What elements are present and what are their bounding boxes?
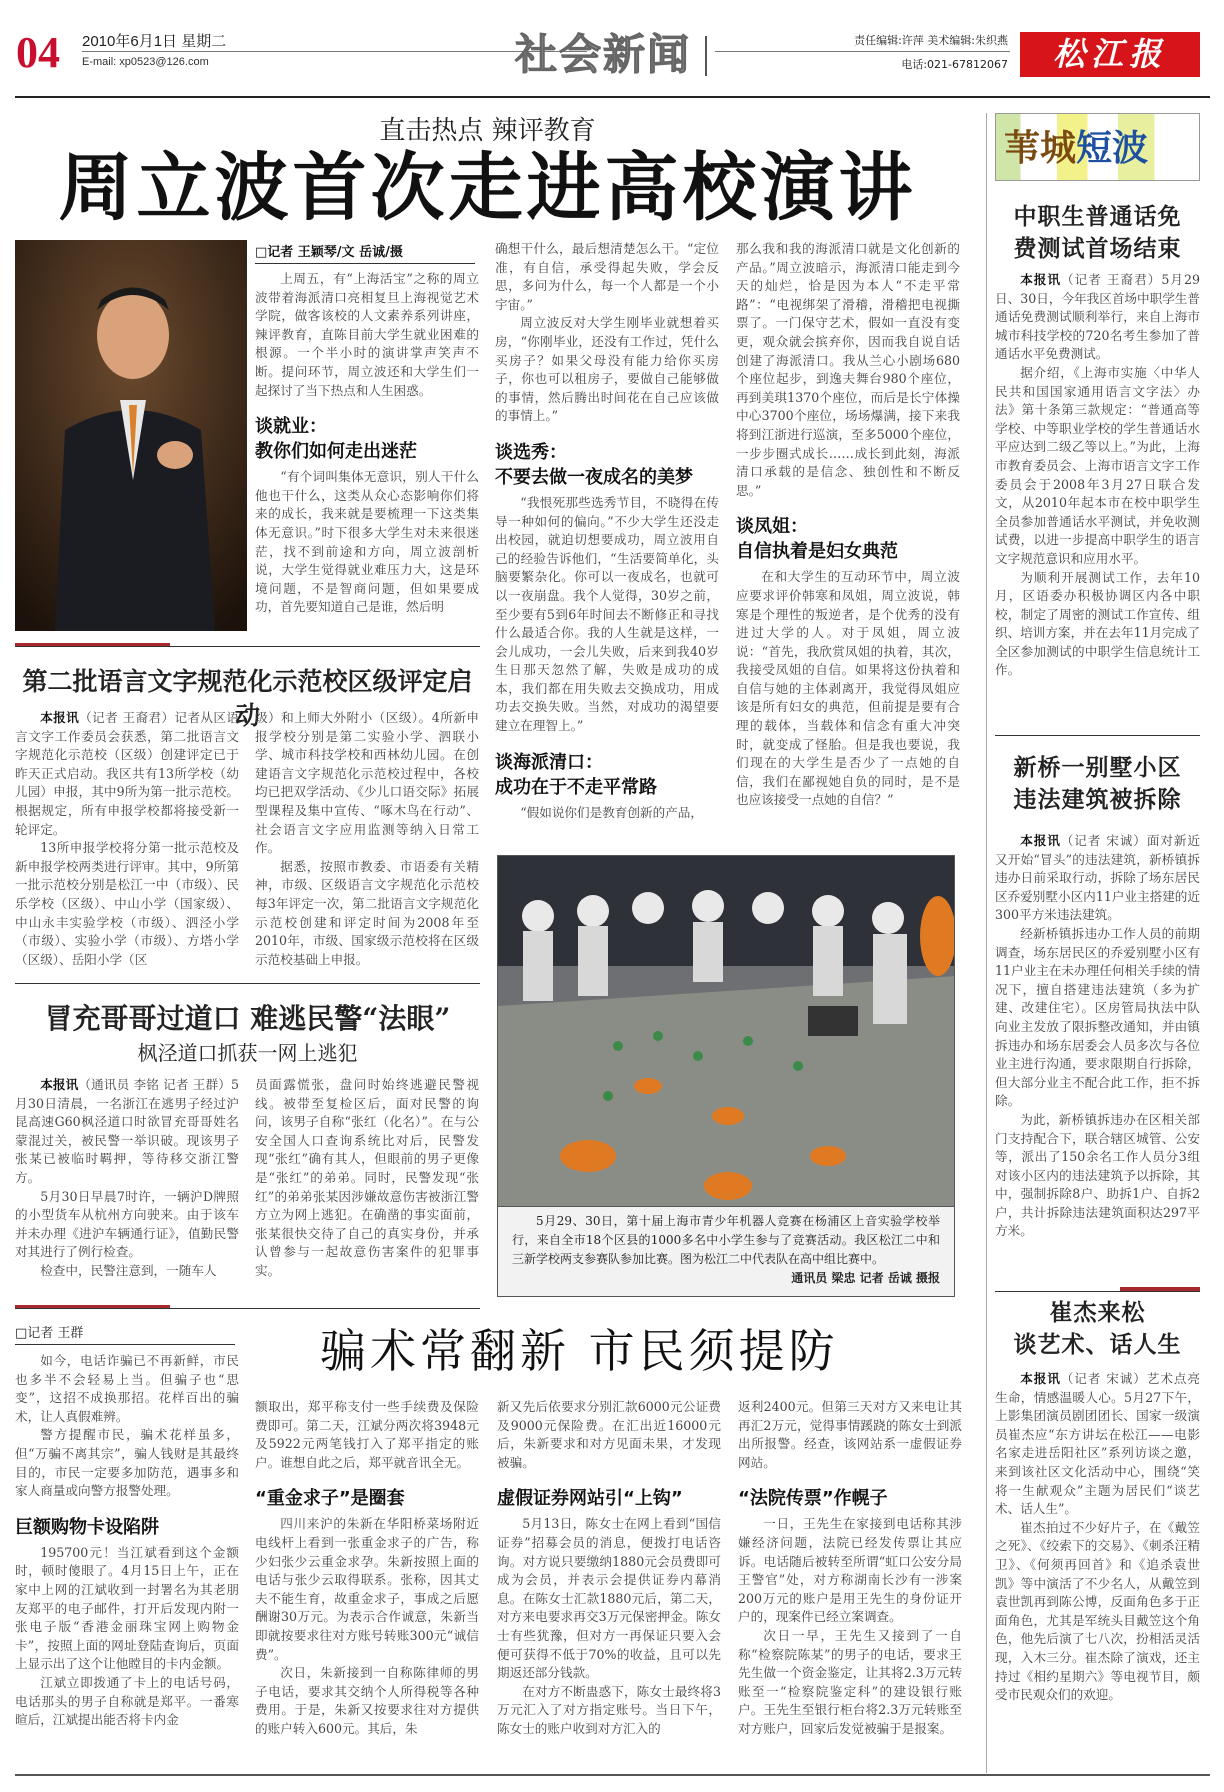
text: 四川来沪的朱新在华阳桥菜场附近电线杆上看到一张重金求子的广告，称少妇张少云重金求孕。朱新按照上面的电话与张少云取得联系。张称，因其丈夫不能生育，故重金求子，事成之后愿酬谢30万元。为表示合作诚意，朱新当即就按要求往对方账号转账300元“诚信费”。 (255, 1516, 479, 1662)
header-rule (715, 51, 1010, 52)
school-story-column-1 (15, 709, 239, 973)
section-rule (15, 983, 480, 984)
dateline: 本报讯 (40, 1077, 79, 1092)
paragraph (255, 1664, 479, 1738)
paragraph (738, 1515, 962, 1627)
text: 周立波反对大学生刚毕业就想着买房，“你刚毕业，还没有工作过，凭什么买房子？如果父母没有能力给你买房子，你也可以租房子，要做自己能够做的事情，然后腾出时间花在自己应该做的事情上。” (495, 315, 719, 424)
text: 据悉，按照市教委、市语委有关精神，市级、区级语言文字规范化示范校每3年评定一次，第二批语言文字规范化示范校创建和评定时间为2008年至2010年，市级、国家级示范校将在区级示范校基础上申报。 (255, 858, 479, 967)
dateline: 本报讯 (40, 710, 80, 725)
paragraph (255, 1515, 479, 1664)
text: 据介绍，《上海市实施〈中华人民共和国国家通用语言文字法〉办法》第十条第三款规定：“普通高等学校、中等职业学校的学生普通话水平应达到二级乙等以上。”为此，上海市教育委员会、上海市语言文字工作委员会于2008年3月27日联合发文，从2010年起本市在校中职学生全员参加普通话水平测试，并免收测试费，以进一步提高中职学生的语言文字规范意识和应用水平。 (995, 364, 1200, 566)
paragraph (15, 709, 239, 839)
fugitive-story-subtitle: 枫泾道口抓获一网上逃犯 (137, 1041, 358, 1065)
text: 额取出，郑平称支付一些手续费及保险费即可。第二天，江斌分两次将3948元及5922元两笔钱打入了郑平指定的账户。谁想自此之后，郑平就音讯全无。 (255, 1399, 479, 1470)
section-rule (15, 1308, 480, 1309)
text: 警方提醒市民，骗术花样虽多，但“万骗不离其宗”，骗人钱财是其最终目的，市民一定要多加防范，遇事多和家人商量或向警方报警处理。 (15, 1427, 239, 1499)
text: 崔杰拍过不少好片子，在《戴笠之死》、《绞索下的交易》、《刺杀汪精卫》、《何须再回首》和《追杀袁世凯》等中演活了不少名人，从戴笠到袁世凯再到陈公博，反面角色多于正面角色，尤其是军统头目戴笠这个角色，他先后演了七八次，扮相活灵活现，入木三分。崔杰除了演戏，还主持过《相约星期六》等电视节目，颇受市民观众们的欢迎。 (995, 1519, 1200, 1703)
text: 江斌立即拨通了卡上的电话号码，电话那头的男子自称就是郑平。一番寒暄后，江斌提出能否将卡内金 (15, 1674, 239, 1728)
caption-text: 5月29、30日，第十届上海市青少年机器人竞赛在杨浦区上音实验学校举行，来自全市18个区县的1000多名中小学生参与了竞赛活动。我区松江二中和三新学校两支参赛队参加比赛。图为松江二中代表队在高中组比赛中。 (512, 1214, 940, 1266)
school-story-headline: 第二批语言文字规范化示范校区级评定启动 (22, 667, 473, 730)
main-kicker: 直击热点 辣评教育 (379, 116, 596, 146)
paragraph (495, 240, 719, 314)
sidebar-story-1-body (995, 271, 1200, 706)
text: （记者 王裔君）记者从区语言文字工作委员会获悉，第二批语言文字规范化示范校（区级）创建评定已于昨天正式启动。我区共有13所学校（幼儿园）申报，其中9所为第一批示范校。根据规定，所有申报学校都将接受新一轮评定。 (15, 710, 239, 837)
paragraph (15, 1352, 239, 1426)
paragraph (15, 1188, 239, 1262)
header-divider (705, 36, 707, 76)
paragraph (495, 494, 719, 736)
text: 谈选秀： (495, 441, 567, 463)
headline-line: 中职生普通话免 (1013, 203, 1182, 230)
paragraph (497, 1515, 721, 1682)
text: 检查中，民警注意到，一随车人 (40, 1262, 217, 1278)
fraud-story-headline: 骗术常翻新 市民须提防 (320, 1324, 839, 1378)
text: 次日，朱新接到一自称陈律师的男子电话，要求其交纳个人所得税等各种费用。于是，朱新又按要求往对方提供的账户转入600元。其后，朱 (255, 1665, 479, 1736)
paragraph (255, 709, 479, 858)
editors-credit: 责任编辑:许萍 美术编辑:朱织燕 (854, 34, 1008, 47)
photo-caption (497, 1207, 955, 1297)
fugitive-story-column-2 (255, 1076, 479, 1284)
text: “假如说你们是教育创新的产品， (520, 804, 703, 820)
subheading (738, 1486, 962, 1511)
sidebar-rule (995, 735, 1200, 736)
text: 经新桥镇拆违办工作人员的前期调查，场东居民区的乔爱别墅小区有11户业主在未办理任何相关手续的情况下，擅自搭建违法建筑（多为扩建、改建住宅）。区房管局执法中队向业主发放了限拆整改通知，并由镇拆违办和场东居委会人员多次与各位业主进行沟通，要求限期自行拆除，但大部分业主不配合此工作，拒不拆除。 (995, 925, 1200, 1109)
section-title: 社会新闻 (515, 30, 692, 79)
fraud-story-column-2 (255, 1398, 479, 1772)
paragraph (15, 1544, 239, 1674)
text: 级）和上师大外附小（区级）。4所新申报学校分别是第二实验小学、泗联小学、城市科技学校和西林幼儿园。在创建语言文字规范化示范校过程中，各校均已把双学活动、《少儿口语交际》拓展型课程及集中宣传、“啄木鸟在行动”、社会语言文字应用监测等纳入日常工作。 (255, 710, 479, 856)
text: 虚假证券网站引“上钩” (497, 1488, 683, 1510)
text: 自信执着是妇女典范 (736, 541, 898, 563)
paragraph (995, 1370, 1200, 1519)
paragraph (495, 314, 719, 426)
text: “我恨死那些选秀节目，不晓得在传导一种如何的偏向。”不少大学生还没走出校园，就迫切想要成功，周立波用自己的经验告诉他们，“生活要简单化，头脑要繁杂化。你可以一夜成名，也就可以一夜崩盘。我个人觉得，30岁之前，至少要有5到6年时间去不断修正和寻找什么最适合你。我的人生就是这样，一会儿成功，一会儿失败，后来到我40岁生日那天忽然了解，失败是成功的成本，我们都在用失败去交换成功，用成功去交换失败。当然，对成功的渴望要建立在理智上。” (495, 494, 719, 734)
text: “法院传票”作幌子 (738, 1488, 888, 1510)
main-headline: 周立波首次走进高校演讲 (58, 145, 917, 231)
fraud-story-column-1 (15, 1352, 239, 1772)
fraud-story-column-3 (497, 1398, 721, 1772)
paragraph (995, 832, 1200, 925)
paragraph (736, 240, 960, 500)
text: （记者 宋诚）艺术点亮生命，情感温暖人心。5月27下午，上影集团演员剧团团长、国家一级演员崔杰应“东方讲坛在松江——电影名家走进岳阳社区”系列访谈之邀，来到该社区文化活动中心，围绕“笑将一生献观众”主题为居民们“谈艺术、话人生”。 (995, 1371, 1200, 1517)
paragraph (495, 804, 719, 823)
paragraph (995, 271, 1200, 364)
sidebar-rule (995, 1291, 1200, 1292)
text: 5月30日早晨7时许，一辆沪D牌照的小型货车从杭州方向驶来。由于该车并未办理《进沪车辆通行证》，值勤民警对其进行了例行检查。 (15, 1188, 239, 1260)
paragraph (255, 468, 479, 617)
subheading (255, 1486, 479, 1511)
column-logo-part1: 苇城 (1004, 127, 1077, 169)
school-story-column-2 (255, 709, 479, 973)
fraud-byline: □记者 王群 (15, 1322, 235, 1345)
paragraph (736, 568, 960, 810)
text: 为此，新桥镇拆违办在区相关部门支持配合下，联合辖区城管、公安等，派出了150余名工作人员分3组对该小区内的违法建筑予以拆除，其中，强制拆除8户、助拆1户、自拆2户，共计拆除违法建筑面积达297平方米。 (995, 1111, 1200, 1239)
dateline: 本报讯 (1020, 1371, 1061, 1386)
text: 谈凤姐： (736, 516, 808, 538)
fraud-story-column-4 (738, 1398, 962, 1772)
text: 在对方不断蛊惑下，陈女士最终将3万元汇入了对方指定账号。当日下午，陈女士的账户收到对方汇入的 (497, 1683, 721, 1736)
text: （通讯员 李铭 记者 王群）5月30日清晨，一名浙江在逃男子经过沪昆高速G60枫泾道口时欲冒充哥哥姓名蒙混过关，被民警一举识破。现该男子张某已被临时羁押，等待移交浙江警方。 (15, 1077, 239, 1185)
text: 谈就业： (255, 416, 327, 438)
sidebar-story-2-body (995, 832, 1200, 1260)
text: 如今，电话诈骗已不再新鲜，市民也多半不会轻易上当。但骗子也“思变”，这招不成换那招。花样百出的骗术，让人真假难辨。 (15, 1353, 239, 1424)
dateline: 本报讯 (1020, 833, 1061, 848)
text: 5月13日，陈女士在网上看到“国信证券”招募会员的消息，便拨打电话咨询。对方说只要缴纳1880元会员费即可成为会员，并表示会提供证券内幕消息。在陈女士汇款1880元后，第二天，对方来电要求再交3万元保密押金。陈女士有些犹豫，但对方一再保证只要入会便可获得不低于70%的收益，且可以先期返还部分钱款。 (497, 1516, 721, 1681)
fugitive-story-column-1 (15, 1076, 239, 1284)
dateline: 本报讯 (1020, 272, 1062, 287)
paragraph (995, 925, 1200, 1111)
main-story-column-1 (255, 270, 479, 632)
text: 巨额购物卡设陷阱 (15, 1516, 159, 1538)
paragraph (15, 1262, 239, 1281)
paragraph (255, 858, 479, 970)
subheading (255, 414, 479, 439)
page-number: 04 (16, 28, 60, 77)
contact-email: E-mail: xp0523@126.com (82, 56, 209, 68)
speaker-photo (15, 240, 247, 631)
text: （记者 宋诚）面对新近又开始“冒头”的违法建筑，新桥镇拆违办日前采取行动，拆除了场东居民区乔爱别墅小区内11户业主搭建的近300平方米违法建筑。 (995, 833, 1200, 923)
paragraph (995, 1519, 1200, 1705)
sidebar-story-3-headline (995, 1297, 1200, 1361)
text: 员面露慌张，盘问时始终逃避民警视线。被带至复检区后，面对民警的询问，该男子自称“张红（化名）”。在与公安全国人口查询系统比对后，民警发现“张红”确有其人，但眼前的男子更像是“张红”的弟弟。同时，民警发现“张红”的弟弟张某因涉嫌故意伤害被浙江警方立为网上逃犯。在确凿的事实面前，张某很快交待了自己的真实身份，并承认曾参与一起故意伤害案件的犯罪事实。 (255, 1077, 479, 1278)
main-byline: □记者 王颖琴/文 岳诚/摄 (255, 241, 475, 264)
newspaper-logo: 松江报 (1020, 32, 1200, 77)
subheading (255, 439, 479, 464)
text: 上周五，有“上海活宝”之称的周立波带着海派清口亮相复旦上海视觉艺术学院，做客该校的人文素养系列讲座，辣评教育，直陈目前大学生就业困难的根源。一个半小时的演讲掌声笑声不断。提问环节，周立波还和大学生们一起探讨了当下热点和人生困惑。 (255, 271, 479, 398)
paragraph (255, 1398, 479, 1472)
robot-competition-photo (497, 855, 955, 1207)
subheading (495, 440, 719, 465)
sidebar-divider (986, 113, 987, 1773)
text: 195700元！当江斌看到这个金额时，顿时傻眼了。4月15日上午，正在家中上网的江斌收到一封署名为其老朋友郑平的电子邮件，打开后发现内附一张电子版“香港金丽珠宝网上购物金卡”，按照上面的网址登陆查询后，页面上显示出了这个让他瞠目的卡内金额。 (15, 1544, 239, 1672)
subheading (15, 1515, 239, 1540)
section-rule (15, 646, 480, 647)
paragraph (995, 1111, 1200, 1241)
subheading (495, 750, 719, 775)
contact-phone: 电话:021-67812067 (901, 58, 1008, 71)
header-bottom-rule (15, 96, 1210, 98)
paragraph (255, 1076, 479, 1281)
paragraph (15, 1426, 239, 1500)
text: 次日一早，王先生又接到了一自称“检察院陈某”的男子的电话，要求王先生做一个资金鉴定，让其将2.3万元转账至一“检察院鉴定科”的建设银行账户。王先生至银行柜台将2.3万元转账至对方账户，回家后发觉被骗于是报案。 (738, 1627, 962, 1736)
sidebar-story-3-body (995, 1370, 1200, 1765)
paragraph (995, 364, 1200, 569)
header-rule (82, 51, 587, 52)
text: 一日，王先生在家接到电话称其涉嫌经济问题，法院已经发传票让其应诉。电话随后被转至所谓“虹口公安分局王警官”处，对方称湖南长沙有一涉案200万元的账户是用王先生的身份证开户的，现案件已经立案调查。 (738, 1516, 962, 1625)
headline-line: 谈艺术、话人生 (1013, 1331, 1182, 1358)
subheading (736, 539, 960, 564)
paragraph (15, 839, 239, 969)
main-story-column-2 (495, 240, 719, 845)
text: 13所申报学校将分第一批示范校及新申报学校两类进行评审。其中，9所第一批示范校分别是松江一中（市级）、民乐学校（区级）、中山小学（国家级）、中山永丰实验学校（市级）、泗泾小学（市级）、实验小学（市级）、方塔小学（区级）、岳阳小学（区 (15, 840, 239, 967)
paragraph (738, 1627, 962, 1739)
headline-line: 费测试首场结束 (1013, 235, 1182, 262)
headline-line: 违法建筑被拆除 (1013, 786, 1182, 813)
paragraph (497, 1398, 721, 1472)
issue-date: 2010年6月1日 星期二 (82, 33, 227, 50)
text: 那么我和我的海派清口就是文化创新的产品。”周立波暗示，海派清口能走到今天的灿烂，恰是因为本人“不走平常路”：“电视绑架了滑稽，滑稽把电视撕票了。一门保守艺术，假如一直没有变更，观众就会摈弃你，因而我自说自话创建了海派清口。我从兰心小剧场680个座位起步，到逸夫舞台980个座位，再到美琪1370个座位，而后是长宁体操中心3700个座位，场场爆满，接下来我将到江浙进行巡演，至多5000个座位，一步步圈式成长……成长到此刻，海派清口承载的是信念、独创性和不断反思。” (736, 241, 960, 498)
text: 教你们如何走出迷茫 (255, 441, 417, 463)
sidebar-story-2-headline (995, 752, 1200, 816)
fugitive-story-headline: 冒充哥哥过道口 难逃民警“法眼” (44, 1002, 451, 1035)
column-logo (995, 113, 1200, 181)
text: 确想干什么，最后想清楚怎么干。“定位准，有自信，承受得起失败，学会反思，多问为什么，每一个人都是一个小宇宙。” (495, 241, 719, 312)
text: 返利2400元。但第三天对方又来电让其再汇2万元，觉得事情蹊跷的陈女士到派出所报警。经查，该网站系一虚假证券网站。 (738, 1399, 962, 1470)
photo-credit: 通讯员 梁忠 记者 岳诚 摄报 (791, 1271, 940, 1285)
text: 谈海派清口： (495, 751, 603, 773)
text: “重金求子”是圈套 (255, 1488, 405, 1510)
text: 不要去做一夜成名的美梦 (495, 466, 693, 488)
paragraph (15, 1674, 239, 1730)
subheading (497, 1486, 721, 1511)
text: 为顺利开展测试工作，去年10月，区语委办积极协调区内各中职校，制定了周密的测试工作宣传、组织、培训方案，并在去年11月完成了全区参加测试的中职学生信息统计工作。 (995, 569, 1200, 678)
paragraph (497, 1683, 721, 1739)
text: 在和大学生的互动环节中，周立波应要求评价韩寒和凤姐，周立波说，韩寒是个理性的叛逆者，是个优秀的没有进过大学的人。对于凤姐，周立波说：“首先，我欣赏凤姐的执着，其次，我接受凤姐的自信。如果将这份执着和自信与她的主体剥离开，我觉得凤姐应该是所有妇女的典范，但前提是要有合理的载体，当载体和信念有重大冲突时，就变成了怪胎。但是我也要说，我们现在的大学生是否少了一点她的自信，我们在鄙视她自负的同时，是不是也应该接受一点她的自信？” (736, 569, 960, 808)
text: （记者 王裔君）5月29日、30日，今年我区首场中职学生普通话免费测试顺利举行，来自上海市城市科技学校的720名考生参加了普通话水平免费测试。 (995, 272, 1200, 362)
sidebar-story-1-headline (995, 201, 1200, 265)
headline-line: 新桥一别墅小区 (1013, 754, 1182, 781)
headline-line: 崔杰来松 (1049, 1299, 1146, 1326)
page-bottom-rule (15, 1774, 1210, 1776)
text: “有个词叫集体无意识，别人干什么他也干什么，这类从众心态影响你们将来的成长，我来就是要梳理一下这类集体无意识。”时下很多大学生对未来很迷茫，找不到前途和方向，周立波剖析说，大学生觉得就业难压力大，这是环境问题，不是智商问题，但如果要成功，首先要知道自己是谁，然后明 (255, 469, 479, 615)
text: 成功在于不走平常路 (495, 776, 657, 798)
paragraph (15, 1076, 239, 1188)
paragraph (738, 1398, 962, 1472)
paragraph (995, 569, 1200, 681)
text: 新又先后依要求分别汇款6000元公证费及9000元保险费。在汇出近16000元后，朱新要求和对方见面未果，才发现被骗。 (497, 1399, 721, 1470)
subheading (495, 775, 719, 800)
main-story-column-3 (736, 240, 960, 845)
column-logo-part2: 短波 (1076, 127, 1149, 169)
subheading (736, 514, 960, 539)
paragraph (255, 270, 479, 400)
subheading (495, 465, 719, 490)
